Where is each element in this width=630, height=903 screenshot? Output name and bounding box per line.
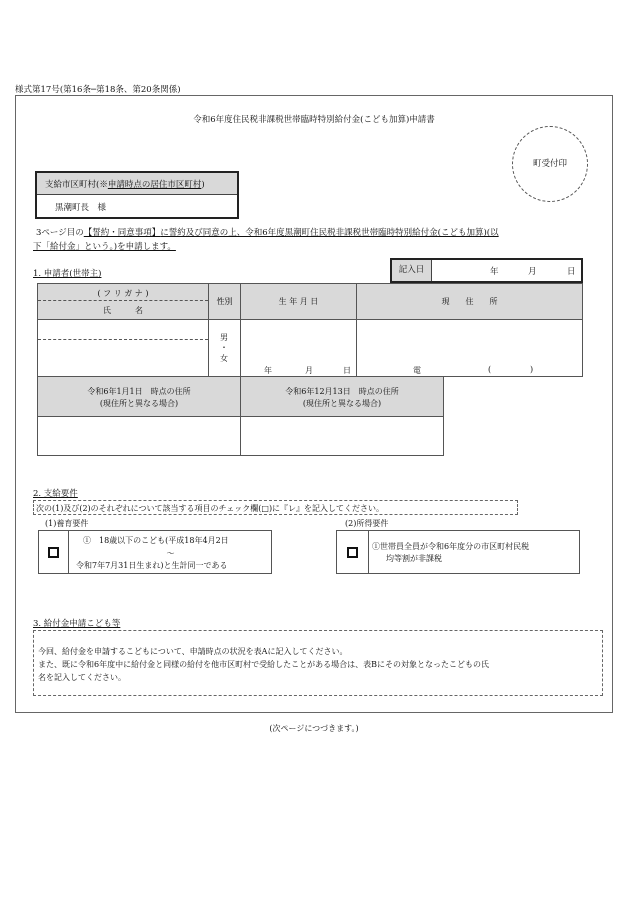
requirement2-line1: ①世帯員全員が令和6年度分の市区町村民税	[372, 542, 530, 551]
section3-line2: また、既に令和6年度中に給付金と同様の給付を他市区町村で受給したことがある場合は、表Bにその対象となったこどもの氏	[38, 660, 489, 669]
requirement2-checkbox[interactable]	[347, 547, 358, 558]
requirement1-label: (1)養育要件	[45, 519, 89, 528]
phone-paren-close: )	[530, 365, 534, 374]
birth-year-label: 年	[264, 366, 272, 375]
section2-title: 2. 支給要件	[33, 489, 78, 499]
gender-dot: ・	[220, 343, 228, 352]
recipient-name: 黒潮町長 様	[55, 203, 107, 213]
reception-stamp-area: 町受付印	[512, 126, 588, 202]
section3-title: 3. 給付金申請こども等	[33, 619, 121, 629]
requirement1-line1: ① 18歳以下のこども(平成18年4月2日	[83, 536, 229, 545]
requirement1-checkbox[interactable]	[48, 547, 59, 558]
address-dec-line2: (現住所と異なる場合)	[302, 399, 382, 408]
recipient-box	[35, 171, 239, 219]
section3-line3: 名を記入してください。	[38, 673, 126, 682]
section3-line1: 今回、給付金を申請するこどもについて、申請時点の状況を表Aに記入してください。	[38, 647, 348, 656]
recipient-heading: 支給市区町村(※申請時点の居住市区町村)	[37, 173, 237, 195]
form-title: 令和6年度住民税非課税世帯臨時特別給付金(こども加算)申請書	[193, 115, 435, 125]
requirement1-line2: 〜	[166, 549, 175, 558]
entry-date-label: 記入日	[392, 260, 432, 281]
address-dec-input[interactable]	[240, 416, 444, 456]
entry-date-day: 日	[567, 267, 576, 277]
birth-month-label: 月	[305, 366, 313, 375]
address-input-cell[interactable]	[356, 319, 583, 377]
address-dec-line1: 令和6年12月13日 時点の住所	[285, 387, 399, 396]
continue-note: (次ページにつづきます。)	[269, 724, 359, 733]
name-furigana-divider	[38, 339, 208, 340]
phone-paren-open: (	[488, 365, 492, 374]
name-input-cell[interactable]	[37, 319, 209, 377]
gender-header: 性別	[208, 283, 241, 320]
phone-label: 電	[413, 366, 421, 375]
address-jan-line1: 令和6年1月1日 時点の住所	[87, 387, 191, 396]
birth-header: 生 年 月 日	[240, 283, 357, 320]
birth-day-label: 日	[343, 366, 351, 375]
furigana-divider	[38, 300, 208, 301]
requirement2-box	[336, 530, 580, 574]
requirement2-label: (2)所得要件	[345, 519, 389, 528]
address-jan-line2: (現住所と異なる場合)	[99, 399, 179, 408]
address-jan-input[interactable]	[37, 416, 241, 456]
birth-input-cell[interactable]	[240, 319, 357, 377]
intro-line-2: 下「給付金」という。)を申請します。	[33, 242, 176, 252]
section2-instruction: 次の(1)及び(2)のそれぞれについて該当する項目のチェック欄(□)に『レ』を記入してください。	[36, 504, 385, 513]
form-number: 様式第17号(第16条─第18条、第20条関係)	[15, 85, 181, 95]
address-header: 現 住 所	[356, 283, 583, 320]
entry-date-box	[390, 258, 583, 283]
section1-title: 1. 申請者(世帯主)	[33, 269, 102, 279]
intro-line-1: 3ページ目の【誓約・同意事項】に誓約及び同意の上、令和6年度黒潮町住民税非課税世帯臨時特別給付金(こども加算)(以	[36, 228, 499, 238]
gender-female[interactable]: 女	[220, 354, 228, 363]
entry-date-year: 年	[490, 267, 499, 277]
furigana-header: ( フ リ ガ ナ )	[97, 289, 149, 298]
name-header-label: 氏 名	[103, 306, 143, 315]
gender-male[interactable]: 男	[220, 333, 228, 342]
requirement2-line2: 均等割が非課税	[386, 554, 442, 563]
requirement1-line3: 令和7年7月31日生まれ)と生計同一である	[76, 561, 228, 570]
entry-date-month: 月	[528, 267, 537, 277]
